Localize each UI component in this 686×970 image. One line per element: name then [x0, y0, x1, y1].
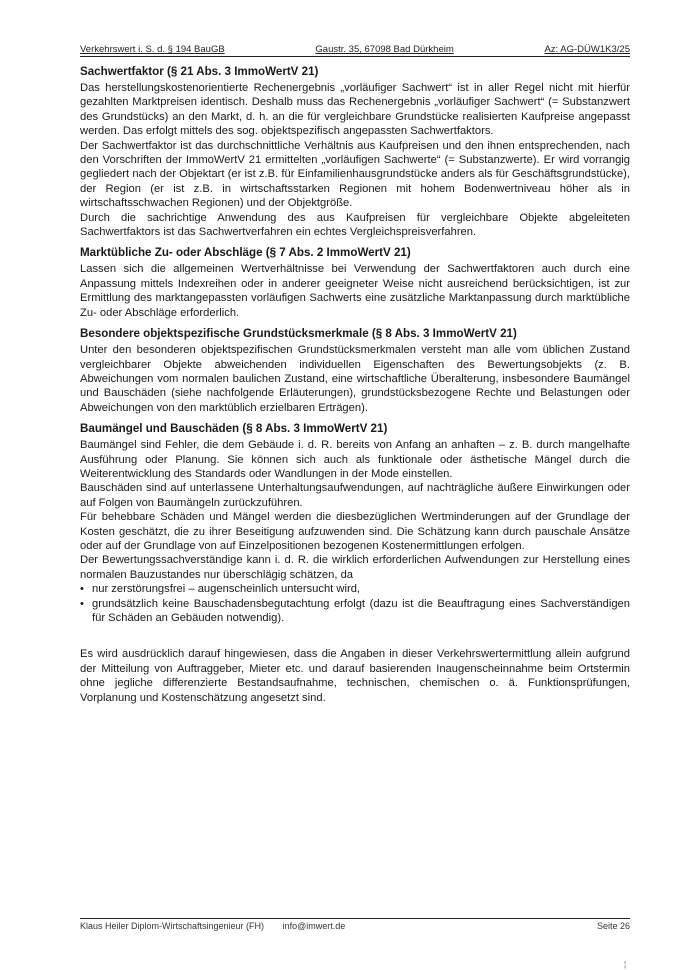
paragraph: Der Bewertungssachverständige kann i. d. R. die wirklich erforderlichen Aufwendungen zur Herstellung eines normalen Bauzustandes nur überschlägig schätzen, da	[80, 554, 630, 581]
header-address: Gaustr. 35, 67098 Bad Dürkheim	[315, 44, 454, 55]
section-heading: Besondere objektspezifische Grundstücksmerkmale (§ 8 Abs. 3 ImmoWertV 21)	[80, 327, 517, 341]
section-besondere-merkmale	[80, 326, 630, 415]
bullet-list	[80, 582, 630, 625]
list-item: • grundsätzlich keine Bauschadensbegutachtung erfolgt (dazu ist die Beauftragung eines Sachverständigen für Schäden an Gebäuden notwendig).	[80, 597, 630, 626]
scan-mark: ¦	[624, 960, 627, 969]
page-header	[80, 44, 630, 57]
paragraph: Das herstellungskostenorientierte Rechenergebnis „vorläufiger Sachwert“ ist in aller Regel nicht mit hierfür gezahlten Marktpreisen identisch. Deshalb muss das Rechenergebnis „vorläufiger Sachwert“ (= Substanzwert des Grundstücks) an den Markt, d. h. an die für vergleichbare Grundstücke realisierten Kaufpreise angepasst werden. Das erfolgt mittels des sog. objektspezifisch angepassten Sachwertfaktors.	[80, 82, 630, 138]
paragraph: Baumängel sind Fehler, die dem Gebäude i. d. R. bereits von Anfang an anhaften – z. B. durch mangelhafte Ausführung oder Planung. Sie können sich auch als funktionale oder ästhetische Mängel durch die Weiterentwicklung des Standards oder Wandlungen in der Mode einstellen.	[80, 439, 630, 480]
list-item: • nur zerstörungsfrei – augenscheinlich untersucht wird,	[80, 582, 630, 596]
footer-email: info@imwert.de	[282, 921, 346, 931]
section-heading: Baumängel und Bauschäden (§ 8 Abs. 3 ImmoWertV 21)	[80, 422, 388, 436]
section-sachwertfaktor	[80, 64, 630, 239]
page-footer	[80, 918, 630, 931]
paragraph: Lassen sich die allgemeinen Wertverhältnisse bei Verwendung der Sachwertfaktoren auch durch eine Anpassung mittels Indexreihen oder in anderer geeigneter Weise nicht ausreichend berücksichtigen, ist zur Ermittlung des marktangepassten vorläufigen Sachwerts eine zusätzliche Marktanpassung durch marktübliche Zu- oder Abschläge erforderlich.	[80, 263, 630, 319]
closing-disclaimer: Es wird ausdrücklich darauf hingewiesen, dass die Angaben in dieser Verkehrswertermittlung allein aufgrund der Mitteilung von Auftraggeber, Mieter etc. und darauf basierenden Inaugenscheinnahme beim Ortstermin ohne jegliche differenzierte Bestandsaufnahme, technischen, chemischen o. ä. Funktionsprüfungen, Vorplanung und Kostenschätzung angesetzt sind.	[80, 648, 630, 704]
document-page	[80, 44, 630, 705]
paragraph: Durch die sachrichtige Anwendung des aus Kaufpreisen für vergleichbare Objekte abgeleiteten Sachwertfaktors ist das Sachwertverfahren ein echtes Vergleichspreisverfahren.	[80, 211, 630, 239]
header-file-number: Az: AG-DÜW1K3/25	[544, 44, 630, 55]
section-heading: Marktübliche Zu- oder Abschläge (§ 7 Abs. 2 ImmoWertV 21)	[80, 246, 411, 260]
paragraph: Unter den besonderen objektspezifischen Grundstücksmerkmalen versteht man alle vom üblichen Zustand vergleichbarer Objekte abweichenden individuellen Eigenschaften des Bewertungsobjekts (z. B. Abweichungen vom normalen baulichen Zustand, eine wirtschaftliche Überalterung, insbesondere Baumängel und Bauschäden (siehe nachfolgende Erläuterungen), grundstücksbezogene Rechte und Belastungen oder Abweichungen von den marktüblich erzielbaren Erträgen).	[80, 344, 630, 414]
section-baumaengel	[80, 421, 630, 625]
document-body	[80, 64, 630, 705]
page-number: Seite 26	[596, 921, 630, 931]
header-title: Verkehrswert i. S. d. § 194 BauGB	[80, 44, 225, 55]
paragraph: Der Sachwertfaktor ist das durchschnittliche Verhältnis aus Kaufpreisen und den ihnen entsprechenden, nach den Vorschriften der ImmoWertV 21 ermittelten „vorläufigen Sachwerte“ (= Substanzwerte). Er wird vorrangig gegliedert nach der Objektart (er ist z.B. für Einfamilienhausgrundstücke anders als für Geschäftsgrundstücke), der Region (er ist z.B. in wirtschaftsstarken Regionen mit hohem Bodenwertniveau höher als in wirtschaftsschwachen Regionen) und der Objektgröße.	[80, 139, 630, 210]
section-heading: Sachwertfaktor (§ 21 Abs. 3 ImmoWertV 21)	[80, 65, 319, 78]
paragraph: Bauschäden sind auf unterlassene Unterhaltungsaufwendungen, auf nachträgliche äußere Einwirkungen oder auf Folgen von Baumängeln zurückzuführen.	[80, 482, 630, 509]
footer-author: Klaus Heiler Diplom-Wirtschaftsingenieur (FH)	[80, 921, 265, 931]
paragraph: Für behebbare Schäden und Mängel werden die diesbezüglichen Wertminderungen auf der Grundlage der Kosten geschätzt, die zu ihrer Beseitigung aufzuwenden sind. Die Schätzung kann durch pauschale Ansätze oder auf der Grundlage von auf Einzelpositionen bezogenen Kostenermittlungen erfolgen.	[80, 511, 630, 552]
section-marktanpassung	[80, 245, 630, 320]
